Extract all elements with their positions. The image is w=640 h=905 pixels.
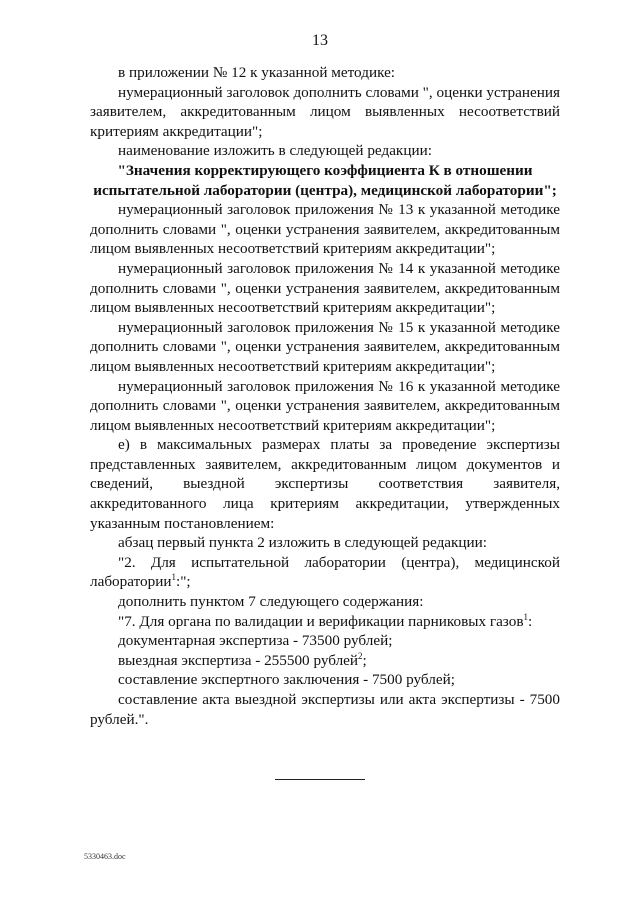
paragraph-name-edit: наименование изложить в следующей редакции: — [118, 142, 432, 160]
lab-fee-end: :"; — [175, 573, 191, 591]
paragraph-act-fee: составление акта выездной экспертизы или акта экспертизы - 7500 рублей.". — [90, 691, 560, 728]
onsite-fee-end: ; — [362, 651, 367, 669]
footnote-mark: 1 — [171, 572, 176, 583]
paragraph-heading-addition: нумерационный заголовок дополнить словами ", оценки устранения заявителем, аккредитованным лицом выявленных несоответствий критериям аккредитации"; — [90, 83, 560, 140]
footnote-mark: 1 — [523, 611, 528, 622]
greenhouse-text: "7. Для органа по валидации и верификации парниковых газов — [118, 612, 524, 630]
paragraph-appendix-16: нумерационный заголовок приложения № 16 к указанной методике дополнить словами ", оценки устранения заявителем, аккредитованным лицом выявленных несоответствий критериям аккредитации"; — [90, 377, 560, 434]
footnote-mark: 2 — [358, 650, 363, 661]
document-body — [90, 63, 560, 729]
paragraph-greenhouse-body — [90, 612, 560, 632]
paragraph-appendix-12: в приложении № 12 к указанной методике: — [118, 64, 396, 81]
paragraph-coefficient-title: "Значения корректирующего коэффициента К в отношении испытательной лаборатории (центра), медицинской лаборатории"; — [93, 161, 557, 199]
paragraph-appendix-13: нумерационный заголовок приложения № 13 к указанной методике дополнить словами ", оценки устранения заявителем, аккредитованным лицом выявленных несоответствий критериям аккредитации"; — [90, 201, 560, 258]
paragraph-item-e: е) в максимальных размерах платы за проведение экспертизы представленных заявителем, аккредитованным лицом документов и сведений, выездной экспертизы соответствия заявителя, аккредитованного лица критериям аккредитации, утвержденных указанным постановлением: — [90, 436, 560, 532]
paragraph-clause-2: абзац первый пункта 2 изложить в следующей редакции: — [118, 534, 488, 552]
footer-code: 5330463.doc — [84, 852, 126, 861]
lab-fee-text: "2. Для испытательной лаборатории (центра), медицинской лаборатории — [90, 553, 560, 591]
onsite-fee-text: выездная экспертиза - 255500 рублей — [118, 651, 359, 669]
end-rule — [275, 779, 365, 780]
paragraph-add-item-7: дополнить пунктом 7 следующего содержания: — [118, 593, 424, 611]
paragraph-onsite-fee — [90, 651, 560, 671]
page-number: 13 — [312, 32, 328, 49]
paragraph-lab-fee — [90, 553, 560, 592]
greenhouse-end: : — [528, 612, 533, 630]
paragraph-appendix-15: нумерационный заголовок приложения № 15 к указанной методике дополнить словами ", оценки устранения заявителем, аккредитованным лицом выявленных несоответствий критериям аккредитации"; — [90, 318, 560, 375]
paragraph-documentary-fee: документарная экспертиза - 73500 рублей; — [118, 632, 393, 650]
paragraph-appendix-14: нумерационный заголовок приложения № 14 к указанной методике дополнить словами ", оценки устранения заявителем, аккредитованным лицом выявленных несоответствий критериям аккредитации"; — [90, 259, 560, 317]
paragraph-conclusion-fee: составление экспертного заключения - 7500 рублей; — [118, 671, 455, 689]
